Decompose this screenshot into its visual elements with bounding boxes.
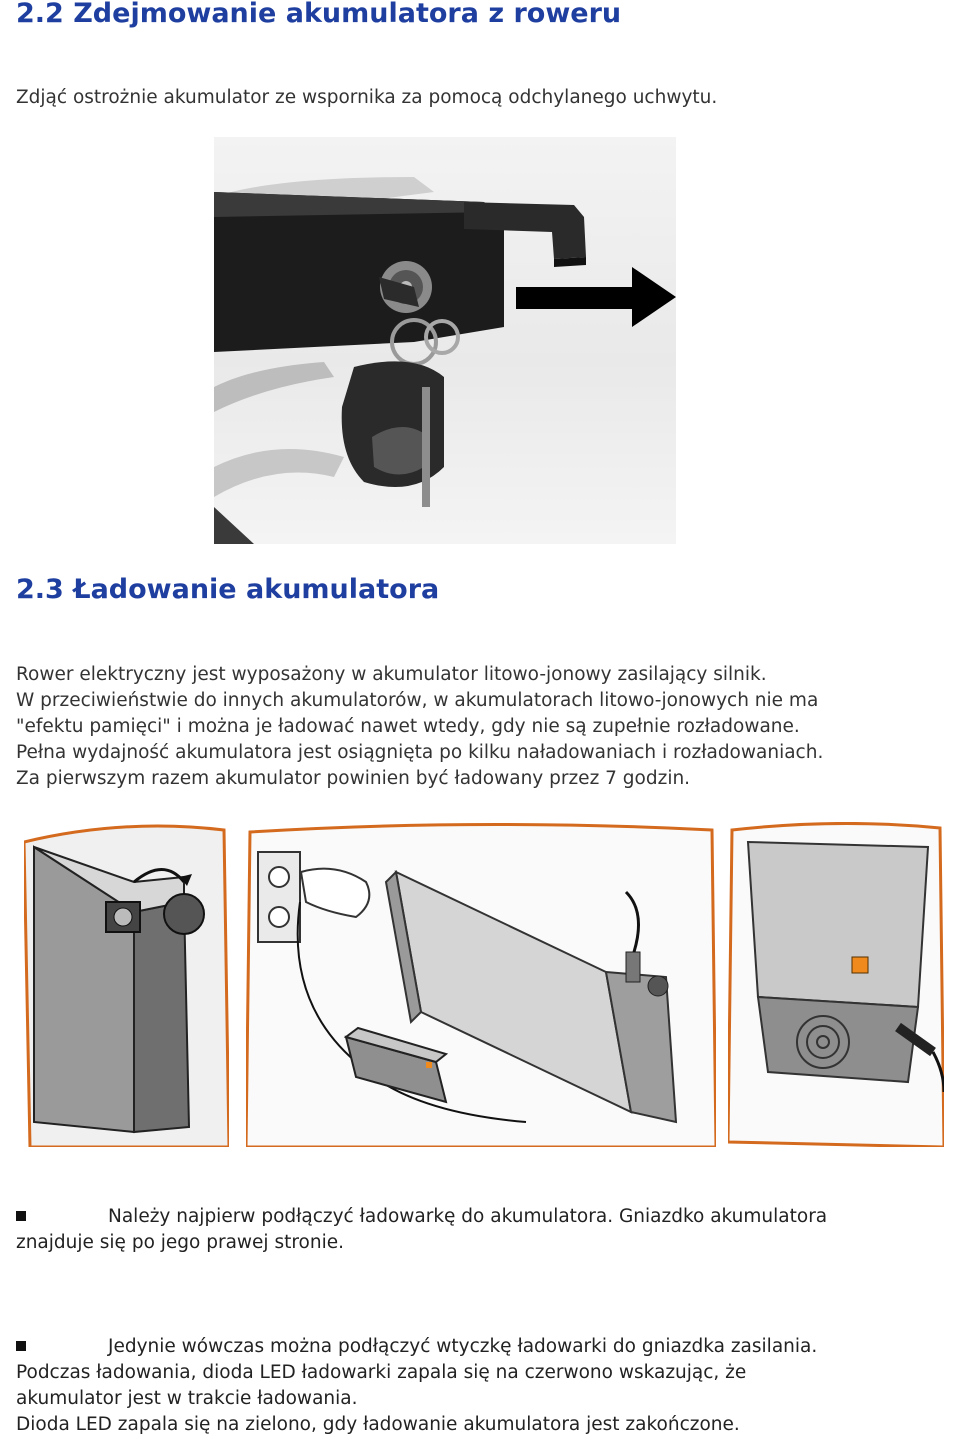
led-indicator [852,957,868,973]
bullet-text: Podczas ładowania, dioda LED ładowarki zapala się na czerwono wskazując, że [16,1362,747,1383]
charger-led-illustration [728,822,944,1147]
bullet-connect-power-plug [16,1334,951,1438]
charging-paragraph-line: Pełna wydajność akumulatora jest osiągnięta po kilku naładowaniach i rozładowaniach. [16,742,824,763]
bullet-square-icon [16,1341,26,1351]
bullet-connect-charger [16,1204,951,1256]
charging-paragraph-line: Za pierwszym razem akumulator powinien być ładowany przez 7 godzin. [16,768,691,789]
charging-paragraph-line: W przeciwieństwie do innych akumulatorów, w akumulatorach litowo-jonowych nie ma [16,690,819,711]
bullet-text: znajduje się po jego prawej stronie. [16,1232,344,1253]
removal-instruction: Zdjąć ostrożnie akumulator ze wspornika za pomocą odchylanego uchwytu. [16,87,718,108]
charging-paragraph-line: "efektu pamięci" i można je ładować nawet wtedy, gdy nie są zupełnie rozładowane. [16,716,800,737]
bullet-text: Należy najpierw podłączyć ładowarkę do akumulatora. Gniazdko akumulatora [108,1206,828,1227]
charger-connection-illustration [246,822,716,1147]
section-title-charging: 2.3 Ładowanie akumulatora [16,574,440,605]
bullet-text: Jedynie wówczas można podłączyć wtyczkę ładowarki do gniazdka zasilania. [108,1336,818,1357]
battery-mount-photo [214,137,676,544]
bullet-square-icon [16,1211,26,1221]
section-title-removing-battery: 2.2 Zdejmowanie akumulatora z roweru [16,0,622,29]
charging-paragraph-line: Rower elektryczny jest wyposażony w akumulator litowo-jonowy zasilający silnik. [16,664,767,685]
battery-socket-illustration [24,822,229,1147]
bullet-text: akumulator jest w trakcie ładowania. [16,1388,358,1409]
bullet-text: Dioda LED zapala się na zielono, gdy ładowanie akumulatora jest zakończone. [16,1414,740,1435]
